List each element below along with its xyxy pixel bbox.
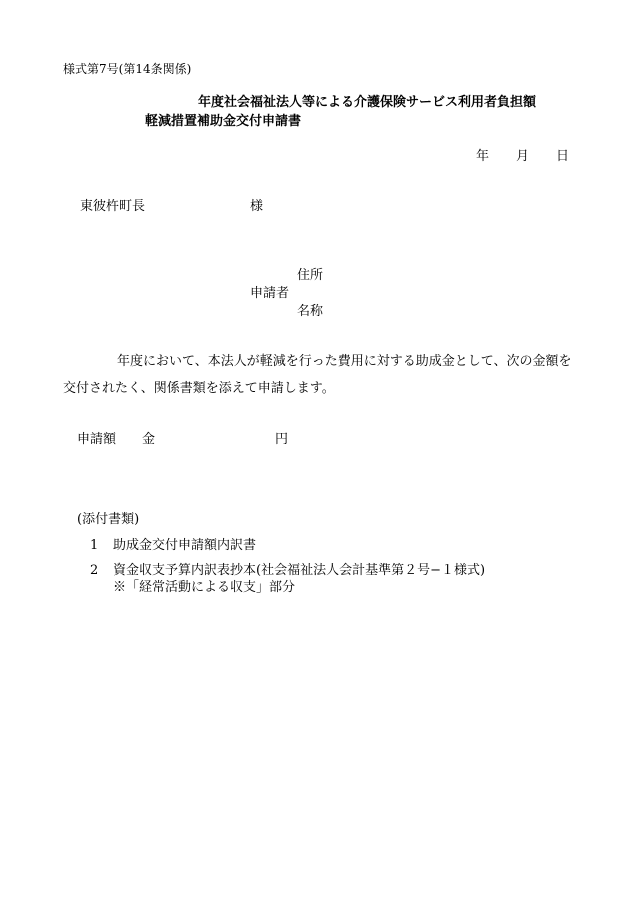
date-year-label: 年 xyxy=(476,149,490,164)
attachment-text: 資金収支予算内訳表抄本(社会福祉法人会計基準第２号−１様式) xyxy=(113,563,486,578)
amount-label: 申請額 xyxy=(77,432,117,447)
attachment-number: 2 xyxy=(90,563,99,578)
amount-prefix: 金 xyxy=(142,432,156,447)
body-text-line1: 年度において、本法人が軽減を行った費用に対する助成金として、次の金額を xyxy=(117,354,572,369)
body-text-line2: 交付されたく、関係書類を添えて申請します。 xyxy=(63,381,335,396)
date-month-label: 月 xyxy=(516,149,530,164)
form-number: 様式第7号(第14条関係) xyxy=(63,62,192,76)
applicant-address-label: 住所 xyxy=(297,268,324,283)
applicant-name-label: 名称 xyxy=(297,304,324,319)
addressee-name: 東彼杵町長 xyxy=(80,199,146,214)
attachment-text: 助成金交付申請額内訳書 xyxy=(113,538,257,553)
form-title-line1: 年度社会福祉法人等による介護保険サービス利用者負担額 xyxy=(198,95,537,110)
amount-unit: 円 xyxy=(275,432,289,447)
attachments-heading: (添付書類) xyxy=(77,512,140,527)
attachment-number: 1 xyxy=(90,538,99,553)
attachment-note: ※「経常活動による収支」部分 xyxy=(113,580,296,595)
form-title-line2: 軽減措置補助金交付申請書 xyxy=(145,114,302,129)
date-day-label: 日 xyxy=(556,149,570,164)
applicant-label: 申請者 xyxy=(250,286,290,301)
addressee-honorific: 様 xyxy=(250,199,264,214)
